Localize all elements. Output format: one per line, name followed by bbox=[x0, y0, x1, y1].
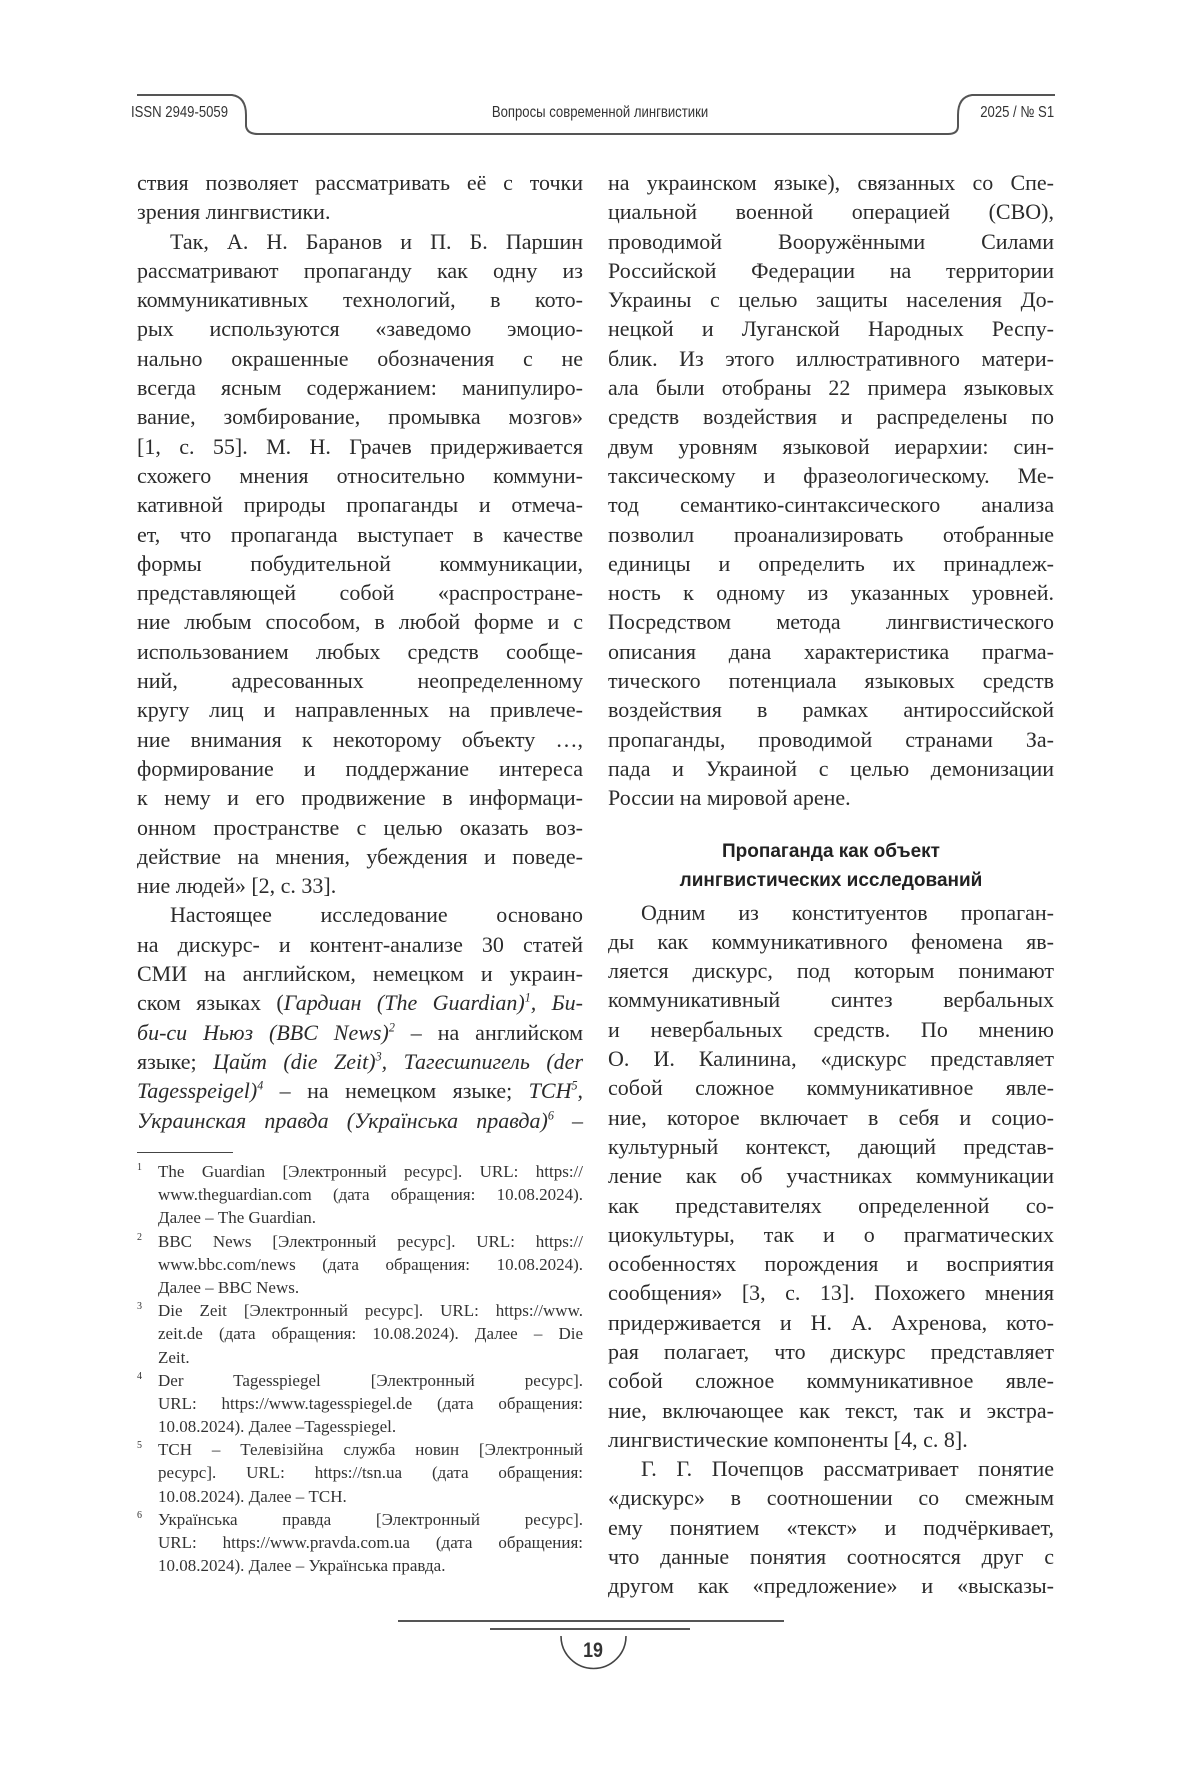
right-column-intro bbox=[608, 168, 1054, 813]
footnote-line: 10.08.2024). Далее – ТСН. bbox=[158, 1485, 583, 1508]
footnote-line: 10.08.2024). Далее – Українська правда. bbox=[158, 1554, 583, 1577]
text-line: рассматривают пропаганду как одну из bbox=[137, 256, 583, 285]
text-line: воздействия в рамках антироссийской bbox=[608, 695, 1054, 724]
text-line: Российской Федерации на территории bbox=[608, 256, 1054, 285]
text-line: ние людей» [2, с. 33]. bbox=[137, 871, 583, 900]
text-line bbox=[137, 1047, 583, 1076]
text-line: формирование и поддержание интереса bbox=[137, 754, 583, 783]
italic-text: ТСН bbox=[529, 1078, 572, 1103]
footnote-separator bbox=[137, 1152, 233, 1153]
text-line: другом как «предложение» и «высказы- bbox=[608, 1571, 1054, 1600]
running-header-frame bbox=[0, 0, 1200, 160]
footnote-ref: 6 bbox=[548, 1108, 554, 1122]
text-line: особенностях порождения и восприятия bbox=[608, 1249, 1054, 1278]
text-line: и невербальных средств. По мнению bbox=[608, 1015, 1054, 1044]
text-line: вание, зомбирование, промывка мозгов» bbox=[137, 402, 583, 431]
text-line: на украинском языке), связанных со Спе- bbox=[608, 168, 1054, 197]
text-line: циальной военной операцией (СВО), bbox=[608, 197, 1054, 226]
footnote-line: Українська правда [Электронный ресурс]. bbox=[158, 1508, 583, 1531]
text-line: ет, что пропаганда выступает в качестве bbox=[137, 520, 583, 549]
footnote-line: URL: https://www.pravda.com.ua (дата обращения: bbox=[158, 1531, 583, 1554]
text-line: ление как об участниках коммуникации bbox=[608, 1161, 1054, 1190]
text-line: двум уровням языковой иерархии: син- bbox=[608, 432, 1054, 461]
text-line: ды как коммуникативного феномена яв- bbox=[608, 927, 1054, 956]
right-text-column bbox=[608, 168, 1054, 1601]
italic-text: , Тагесшпигель (der bbox=[382, 1049, 583, 1074]
text-line: ние, которое включает в себя и социо- bbox=[608, 1103, 1054, 1132]
text-line: придерживается и Н. А. Ахренова, кото- bbox=[608, 1308, 1054, 1337]
text-line: ляется дискурс, под которым понимают bbox=[608, 956, 1054, 985]
text-run: ском языках ( bbox=[137, 990, 284, 1015]
text-line: Одним из конституентов пропаган- bbox=[608, 898, 1054, 927]
text-line: на дискурс- и контент-анализе 30 статей bbox=[137, 930, 583, 959]
text-line: собой сложное коммуникативное явле- bbox=[608, 1366, 1054, 1395]
text-line: действие на мнения, убеждения и поведе- bbox=[137, 842, 583, 871]
text-line: как представителях определенной со- bbox=[608, 1191, 1054, 1220]
text-line: позволил проанализировать отобранные bbox=[608, 520, 1054, 549]
text-line: пропаганды, проводимой странами За- bbox=[608, 725, 1054, 754]
text-line: пада и Украиной с целью демонизации bbox=[608, 754, 1054, 783]
text-line: нецкой и Луганской Народных Респу- bbox=[608, 314, 1054, 343]
text-line: описания дана характеристика прагма- bbox=[608, 637, 1054, 666]
text-line: Украины с целью защиты населения До- bbox=[608, 285, 1054, 314]
paragraph bbox=[137, 227, 583, 901]
text-line: ность к одному из указанных уровней. bbox=[608, 578, 1054, 607]
italic-text: Гардиан (The Guardian) bbox=[284, 990, 525, 1015]
section-heading-line: Пропаганда как объект bbox=[608, 837, 1054, 866]
footnote-item bbox=[137, 1508, 583, 1578]
text-line bbox=[137, 988, 583, 1017]
text-line: Посредством метода лингвистического bbox=[608, 607, 1054, 636]
text-line: Настоящее исследование основано bbox=[137, 900, 583, 929]
footnote-ref: 4 bbox=[257, 1079, 263, 1093]
text-line: средств воздействия и распределены по bbox=[608, 402, 1054, 431]
text-line: собой сложное коммуникативное явле- bbox=[608, 1073, 1054, 1102]
text-line: что данные понятия соотносятся друг с bbox=[608, 1542, 1054, 1571]
footnote-line: URL: https://www.tagesspiegel.de (дата обращения: bbox=[158, 1392, 583, 1415]
footnote-line: www.bbc.com/news (дата обращения: 10.08.2024). bbox=[158, 1253, 583, 1276]
text-line: Г. Г. Почепцов рассматривает понятие bbox=[608, 1454, 1054, 1483]
text-run: языке; bbox=[137, 1049, 213, 1074]
journal-title: Вопросы современной лингвистики bbox=[492, 104, 708, 122]
text-line: России на мировой арене. bbox=[608, 783, 1054, 812]
text-run: , bbox=[578, 1078, 584, 1103]
footnote-ref: 3 bbox=[376, 1050, 382, 1064]
text-line: культурный контекст, дающий представ- bbox=[608, 1132, 1054, 1161]
text-line: ние любым способом, в любой форме и с bbox=[137, 607, 583, 636]
text-line: таксическому и фразеологическому. Ме- bbox=[608, 461, 1054, 490]
paragraph bbox=[137, 168, 583, 227]
footnote-number: 3 bbox=[137, 1295, 142, 1318]
footnote-item bbox=[137, 1160, 583, 1230]
paragraph bbox=[608, 1454, 1054, 1600]
page-number: 19 bbox=[583, 1639, 603, 1663]
footnote-line: Zeit. bbox=[158, 1346, 583, 1369]
text-line: формы побудительной коммуникации, bbox=[137, 549, 583, 578]
text-run: – на немецком языке; bbox=[263, 1078, 528, 1103]
text-line: единицы и определить их принадлеж- bbox=[608, 549, 1054, 578]
footnote-line: ресурс]. URL: https://tsn.ua (дата обращения: bbox=[158, 1461, 583, 1484]
text-line: ний, адресованных неопределенному bbox=[137, 666, 583, 695]
text-line: зрения лингвистики. bbox=[137, 197, 583, 226]
section-heading bbox=[608, 837, 1054, 895]
text-line: О. И. Калинина, «дискурс представляет bbox=[608, 1044, 1054, 1073]
text-line: ему понятием «текст» и подчёркивает, bbox=[608, 1513, 1054, 1542]
text-line: нально окрашенные обозначения с не bbox=[137, 344, 583, 373]
paragraph bbox=[608, 898, 1054, 1455]
text-line: рых используются «заведомо эмоцио- bbox=[137, 314, 583, 343]
footnote-number: 4 bbox=[137, 1365, 142, 1388]
italic-text: би-си Ньюз (BBC News) bbox=[137, 1020, 389, 1045]
italic-text: Украинская правда (Українська правда) bbox=[137, 1108, 548, 1133]
footnote-line: Die Zeit [Электронный ресурс]. URL: https://www. bbox=[158, 1299, 583, 1322]
footnote-number: 1 bbox=[137, 1156, 142, 1179]
text-line: проводимой Вооружёнными Силами bbox=[608, 227, 1054, 256]
section-heading-line: лингвистических исследований bbox=[608, 866, 1054, 895]
text-line: [1, с. 55]. М. Н. Грачев придерживается bbox=[137, 432, 583, 461]
footnote-item bbox=[137, 1438, 583, 1508]
footnote-ref: 5 bbox=[571, 1079, 577, 1093]
footnote-line: ТСН – Телевізійна служба новин [Электронный bbox=[158, 1438, 583, 1461]
text-line: к нему и его продвижение в информаци- bbox=[137, 783, 583, 812]
text-line: сообщения» [3, с. 13]. Похожего мнения bbox=[608, 1278, 1054, 1307]
paragraph bbox=[137, 900, 583, 1134]
footnotes bbox=[137, 1160, 583, 1577]
footnote-ref: 1 bbox=[525, 991, 531, 1005]
text-line: циокультуры, так и о прагматических bbox=[608, 1220, 1054, 1249]
italic-text: Tagesspeigel) bbox=[137, 1078, 257, 1103]
footnote-item bbox=[137, 1369, 583, 1439]
text-line: ала были отобраны 22 примера языковых bbox=[608, 373, 1054, 402]
text-line: использованием любых средств сообще- bbox=[137, 637, 583, 666]
text-line bbox=[137, 1076, 583, 1105]
footnote-line: www.theguardian.com (дата обращения: 10.08.2024). bbox=[158, 1183, 583, 1206]
footnote-item bbox=[137, 1299, 583, 1369]
text-line: «дискурс» в соотношении со смежным bbox=[608, 1483, 1054, 1512]
footnote-item bbox=[137, 1230, 583, 1300]
text-line: лингвистические компоненты [4, с. 8]. bbox=[608, 1425, 1054, 1454]
text-run: – на английском bbox=[395, 1020, 583, 1045]
text-line: тод семантико-синтаксического анализа bbox=[608, 490, 1054, 519]
left-text-column bbox=[137, 168, 583, 1135]
text-line: блик. Из этого иллюстративного матери- bbox=[608, 344, 1054, 373]
text-line: коммуникативных технологий, в кото- bbox=[137, 285, 583, 314]
text-line bbox=[137, 1018, 583, 1047]
text-line: кативной природы пропаганды и отмеча- bbox=[137, 490, 583, 519]
text-line: всегда ясным содержанием: манипулиро- bbox=[137, 373, 583, 402]
italic-text: , Би- bbox=[531, 990, 583, 1015]
text-line: ствия позволяет рассматривать её с точки bbox=[137, 168, 583, 197]
footnote-number: 2 bbox=[137, 1226, 142, 1249]
right-column-section bbox=[608, 898, 1054, 1601]
text-line bbox=[137, 1106, 583, 1135]
text-line: онном пространстве с целью оказать воз- bbox=[137, 813, 583, 842]
italic-text: Цайт (die Zeit) bbox=[213, 1049, 375, 1074]
footnote-line: 10.08.2024). Далее –Tagesspiegel. bbox=[158, 1415, 583, 1438]
footnote-number: 6 bbox=[137, 1504, 142, 1527]
text-line: ние внимания к некоторому объекту …, bbox=[137, 725, 583, 754]
footnote-line: Der Tagesspiegel [Электронный ресурс]. bbox=[158, 1369, 583, 1392]
text-line: ние, включающее как текст, так и экстра- bbox=[608, 1396, 1054, 1425]
footnote-line: Далее – The Guardian. bbox=[158, 1206, 583, 1229]
footnote-line: zeit.de (дата обращения: 10.08.2024). Далее – Die bbox=[158, 1322, 583, 1345]
text-line: кругу лиц и направленных на привлече- bbox=[137, 695, 583, 724]
footnote-line: The Guardian [Электронный ресурс]. URL: https:// bbox=[158, 1160, 583, 1183]
text-line: тического потенциала языковых средств bbox=[608, 666, 1054, 695]
footnote-ref: 2 bbox=[389, 1020, 395, 1034]
footnote-line: Далее – BBC News. bbox=[158, 1276, 583, 1299]
footnote-number: 5 bbox=[137, 1434, 142, 1457]
text-line: представляющей собой «распростране- bbox=[137, 578, 583, 607]
issue-label: 2025 / № S1 bbox=[980, 104, 1054, 122]
text-line: СМИ на английском, немецком и украин- bbox=[137, 959, 583, 988]
text-line: схожего мнения относительно коммуни- bbox=[137, 461, 583, 490]
text-line: Так, А. Н. Баранов и П. Б. Паршин bbox=[137, 227, 583, 256]
text-run: – bbox=[554, 1108, 583, 1133]
paragraph bbox=[608, 168, 1054, 813]
issn-label: ISSN 2949-5059 bbox=[131, 104, 228, 122]
text-line: коммуникативный синтез вербальных bbox=[608, 985, 1054, 1014]
text-line: рая полагает, что дискурс представляет bbox=[608, 1337, 1054, 1366]
footnote-line: BBC News [Электронный ресурс]. URL: https:// bbox=[158, 1230, 583, 1253]
